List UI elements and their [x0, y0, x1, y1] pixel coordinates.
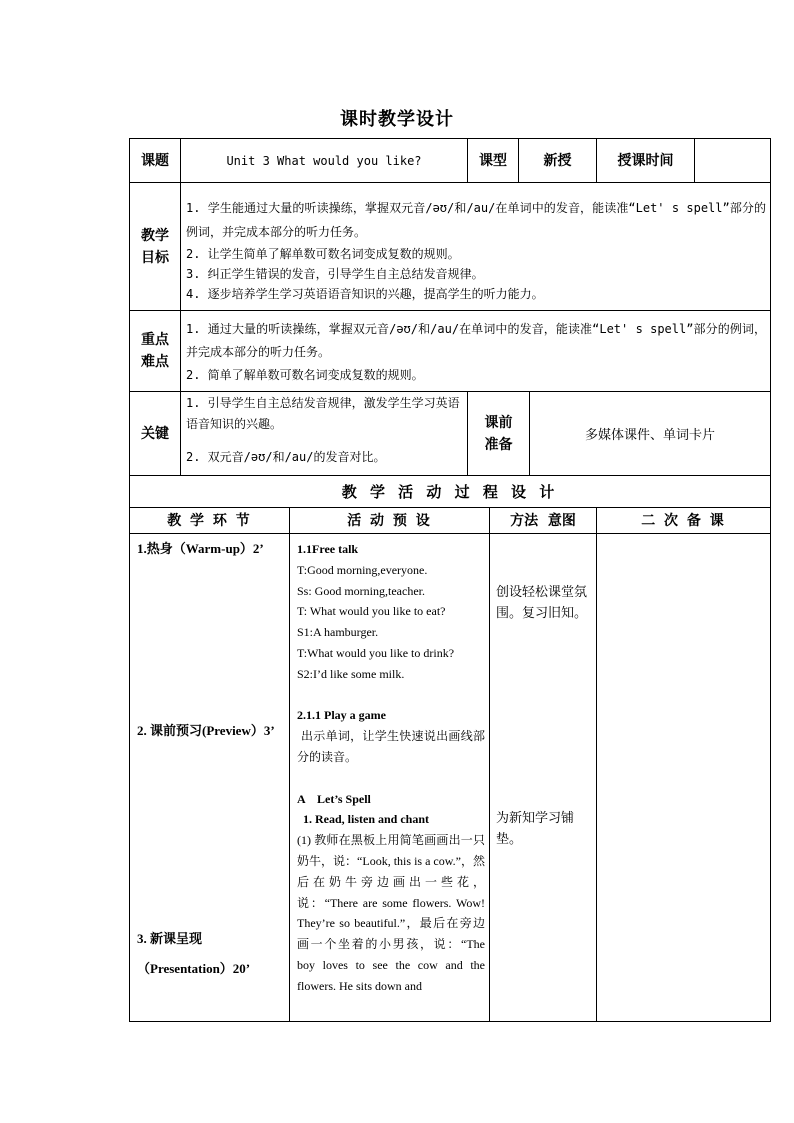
- column-notes: 二 次 备 课: [641, 512, 726, 529]
- warmup-line: T:Good morning,everyone.: [297, 562, 428, 577]
- presentation-text: (1) 教师在黑板上用简笔画画出一只奶牛，说：“Look, this is a cow.”，然后在奶牛旁边画出一些花，说：“There are some flowers. Wow! They’re so beautiful.”，最后在旁边画一个坐着的小男孩，说：“The boy loves to see the cow and the flowers. He sits down and: [297, 833, 485, 993]
- key-item: 2. 双元音/əʊ/和/au/的发音对比。: [186, 450, 386, 464]
- lesson-type-value: 新授: [543, 152, 572, 169]
- objective-item: 1. 学生能通过大量的听读操练，掌握双元音/əʊ/和/au/在单词中的发音，能读准“Let' s spell”部分的例词，并完成本部分的听力任务。: [186, 201, 766, 239]
- objectives-list: [186, 196, 766, 308]
- presentation-title: A Let’s Spell: [297, 791, 371, 806]
- key-item: 1. 引导学生自主总结发音规律，激发学生学习英语语音知识的兴趣。: [186, 396, 460, 431]
- warmup-line: Ss: Good morning,teacher.: [297, 583, 425, 598]
- key-list: [186, 393, 464, 473]
- key-label: 关键: [141, 425, 169, 442]
- activities-title: 教 学 活 动 过 程 设 计: [341, 482, 559, 501]
- objective-item: 2. 让学生简单了解单数可数名词变成复数的规则。: [186, 247, 460, 261]
- warmup-line: T: What would you like to eat?: [297, 604, 446, 619]
- key-point-item: 2. 简单了解单数可数名词变成复数的规则。: [186, 368, 424, 382]
- key-points-list: [186, 318, 766, 390]
- stage-preview: 2. 课前预习(Preview）3’: [137, 723, 275, 738]
- objective-item: 3. 纠正学生错误的发音，引导学生自主总结发音规律。: [186, 267, 484, 281]
- prep-label: 课前准备: [484, 414, 513, 453]
- column-stage: 教 学 环 节: [167, 512, 252, 529]
- objectives-label: 教学目标: [141, 227, 169, 266]
- lesson-value: Unit 3 What would you like?: [226, 153, 422, 168]
- stage-presentation: 3. 新课呈现（Presentation）20’: [137, 931, 251, 976]
- lesson-time-label: 授课时间: [617, 152, 674, 169]
- preview-title: 2.1.1 Play a game: [297, 708, 386, 723]
- column-method: 方法 意图: [510, 512, 576, 529]
- method-warmup: 创设轻松课堂氛围。复习旧知。: [496, 585, 588, 621]
- warmup-line: S1:A hamburger.: [297, 625, 379, 640]
- presentation-subtitle: 1. Read, listen and chant: [303, 812, 430, 827]
- key-point-item: 1. 通过大量的听读操练，掌握双元音/əʊ/和/au/在单词中的发音，能读准“Let' s spell”部分的例词，并完成本部分的听力任务。: [186, 322, 766, 359]
- objective-item: 4. 逐步培养学生学习英语语音知识的兴趣，提高学生的听力能力。: [186, 287, 544, 301]
- activity-plan: [297, 539, 485, 1019]
- warmup-title: 1.1Free talk: [297, 542, 359, 556]
- key-points-label: 重点难点: [141, 332, 169, 370]
- warmup-line: T:What would you like to drink?: [297, 645, 455, 660]
- lesson-label: 课题: [141, 152, 169, 169]
- stage-warmup: 1.热身（Warm-up）2’: [137, 541, 264, 556]
- lesson-time-value: [695, 139, 770, 182]
- lesson-type-label: 课型: [479, 152, 507, 169]
- preview-text: 出示单词，让学生快速说出画线部分的读音。: [297, 729, 485, 764]
- page-title: 课时教学设计: [340, 109, 454, 130]
- prep-value: 多媒体课件、单词卡片: [584, 428, 715, 443]
- column-plan: 活 动 预 设: [347, 512, 432, 529]
- warmup-line: S2:I’d like some milk.: [297, 666, 405, 681]
- method-presentation: 为新知学习铺垫。: [496, 811, 575, 847]
